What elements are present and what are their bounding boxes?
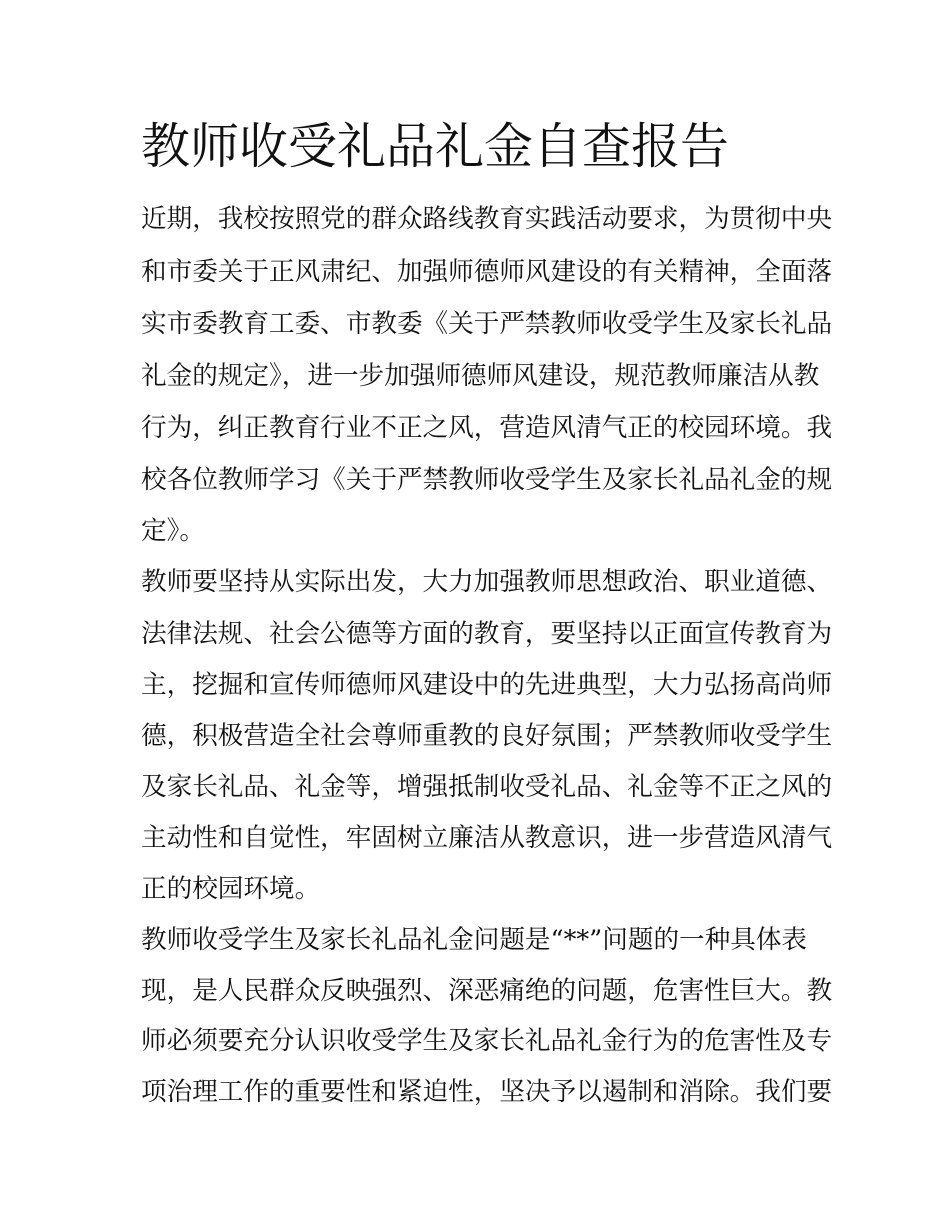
body-line: 正的校园环境。: [141, 874, 321, 904]
document-title: 教师收受礼品礼金自查报告: [141, 118, 730, 175]
body-line: 及家长礼品、礼金等，增强抵制收受礼品、礼金等不正之风的: [141, 772, 833, 802]
body-line: 项治理工作的重要性和紧迫性，坚决予以遏制和消除。我们要: [141, 1077, 833, 1107]
body-line: 实市委教育工委、市教委《关于严禁教师收受学生及家长礼品: [141, 309, 833, 339]
body-line: 主，挖掘和宣传师德师风建设中的先进典型，大力弘扬高尚师: [141, 670, 833, 700]
body-line: 校各位教师学习《关于严禁教师收受学生及家长礼品礼金的规: [141, 465, 833, 495]
body-line: 礼金的规定》，进一步加强师德师风建设，规范教师廉洁从教: [141, 361, 820, 391]
body-line: 现，是人民群众反映强烈、深恶痛绝的问题，危害性巨大。教: [141, 976, 833, 1006]
body-line: 师必须要充分认识收受学生及家长礼品礼金行为的危害性及专: [141, 1026, 833, 1056]
body-line: 教师要坚持从实际出发，大力加强教师思想政治、职业道德、: [141, 567, 833, 597]
body-line: 近期，我校按照党的群众路线教育实践活动要求，为贯彻中央: [141, 204, 833, 234]
body-line: 法律法规、社会公德等方面的教育，要坚持以正面宣传教育为: [141, 619, 833, 649]
body-line: 德，积极营造全社会尊师重教的良好氛围；严禁教师收受学生: [141, 721, 833, 751]
body-line: 主动性和自觉性，牢固树立廉洁从教意识，进一步营造风清气: [141, 823, 833, 853]
body-line: 教师收受学生及家长礼品礼金问题是“**”问题的一种具体表: [141, 925, 808, 955]
body-line: 和市委关于正风肃纪、加强师德师风建设的有关精神，全面落: [141, 257, 833, 287]
body-line: 定》。: [141, 516, 205, 546]
body-line: 行为，纠正教育行业不正之风，营造风清气正的校园环境。我: [141, 413, 833, 443]
